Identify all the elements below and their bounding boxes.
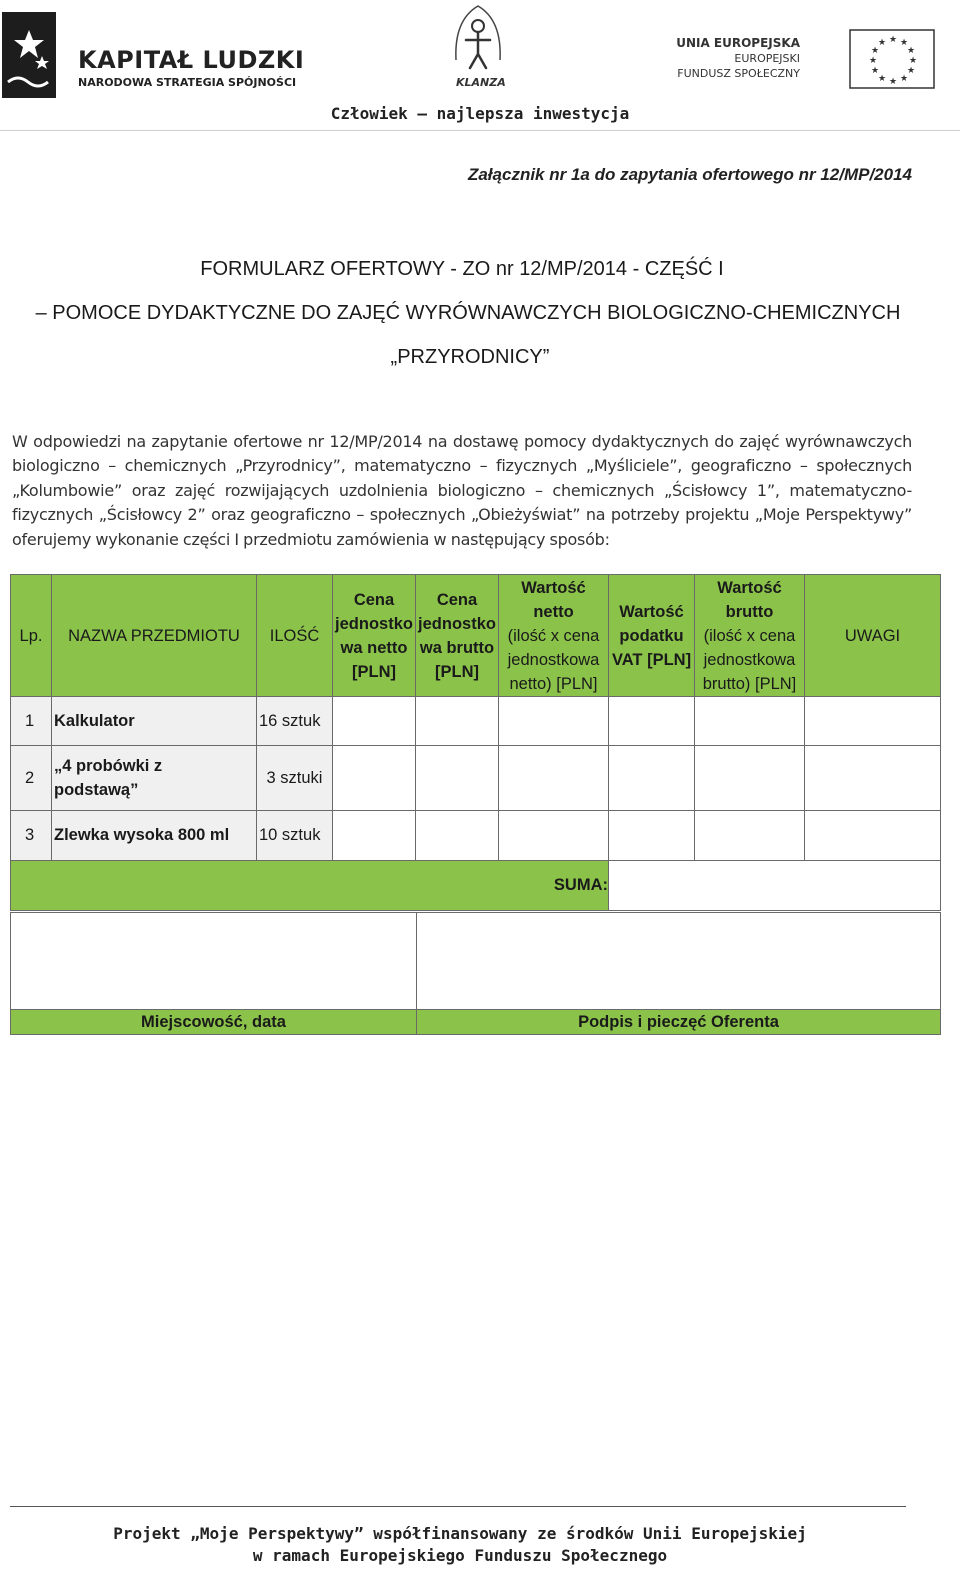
table-row bbox=[11, 746, 941, 811]
eu-logo-line2: EUROPEJSKI bbox=[734, 52, 800, 65]
svg-text:★: ★ bbox=[871, 46, 880, 56]
svg-text:★: ★ bbox=[907, 46, 916, 56]
header-qty: ILOŚĆ bbox=[257, 575, 333, 697]
row-lp: 1 bbox=[11, 697, 52, 746]
header-value-gross: Wartość brutto (ilość x cena jednostkowa brutto) [PLN] bbox=[695, 575, 805, 697]
klanza-logo bbox=[448, 0, 508, 94]
row-price-net-cell[interactable] bbox=[333, 811, 416, 861]
row-price-gross-cell[interactable] bbox=[416, 746, 499, 811]
slogan: Człowiek – najlepsza inwestycja bbox=[330, 104, 630, 123]
row-name: „4 probówki z podstawą” bbox=[52, 746, 257, 811]
row-price-gross-cell[interactable] bbox=[416, 811, 499, 861]
table-row bbox=[11, 697, 941, 746]
row-qty: 16 sztuk bbox=[257, 697, 333, 746]
kapital-ludzki-title: KAPITAŁ LUDZKI bbox=[78, 46, 305, 74]
row-vat-cell[interactable] bbox=[609, 746, 695, 811]
header-notes: UWAGI bbox=[805, 575, 941, 697]
row-value-gross-cell[interactable] bbox=[695, 697, 805, 746]
table-header-row bbox=[11, 575, 941, 697]
svg-text:★: ★ bbox=[871, 66, 880, 76]
header-value-net: Wartość netto (ilość x cena jednostkowa netto) [PLN] bbox=[499, 575, 609, 697]
row-value-net-cell[interactable] bbox=[499, 697, 609, 746]
row-price-net-cell[interactable] bbox=[333, 697, 416, 746]
kapital-ludzki-subtitle: NARODOWA STRATEGIA SPÓJNOŚCI bbox=[78, 76, 297, 89]
row-value-net-cell[interactable] bbox=[499, 746, 609, 811]
svg-text:★: ★ bbox=[869, 56, 878, 66]
eu-flag-icon bbox=[830, 28, 950, 92]
klanza-figure-icon bbox=[448, 0, 508, 80]
kapital-ludzki-mark-icon bbox=[2, 12, 56, 98]
form-title-line2: – POMOCE DYDAKTYCZNE DO ZAJĘĆ WYRÓWNAWCZYCH BIOLOGICZNO-CHEMICZNYCH bbox=[35, 302, 901, 324]
header-price-gross: Cena jednostko wa brutto [PLN] bbox=[416, 575, 499, 697]
form-title-line1: FORMULARZ OFERTOWY - ZO nr 12/MP/2014 - CZĘŚĆ I bbox=[200, 258, 724, 280]
row-price-net-cell[interactable] bbox=[333, 746, 416, 811]
eu-logo bbox=[676, 28, 950, 98]
row-notes-cell[interactable] bbox=[805, 697, 941, 746]
svg-text:★: ★ bbox=[878, 74, 887, 84]
svg-text:★: ★ bbox=[878, 38, 887, 48]
row-vat-cell[interactable] bbox=[609, 811, 695, 861]
header-price-net: Cena jednostko wa netto [PLN] bbox=[333, 575, 416, 697]
klanza-caption: KLANZA bbox=[456, 76, 506, 89]
eu-logo-line3: FUNDUSZ SPOŁECZNY bbox=[677, 67, 800, 80]
signature-input-row bbox=[11, 913, 941, 1010]
svg-text:★: ★ bbox=[907, 66, 916, 76]
place-date-cell[interactable] bbox=[11, 913, 417, 1010]
row-qty: 10 sztuk bbox=[257, 811, 333, 861]
eu-logo-line1: UNIA EUROPEJSKA bbox=[676, 36, 800, 50]
row-lp: 3 bbox=[11, 811, 52, 861]
signature-label: Podpis i pieczęć Oferenta bbox=[417, 1010, 941, 1035]
footer-line2: w ramach Europejskiego Funduszu Społecznego bbox=[252, 1546, 668, 1565]
row-price-gross-cell[interactable] bbox=[416, 697, 499, 746]
row-notes-cell[interactable] bbox=[805, 811, 941, 861]
header-vat: Wartość podatku VAT [PLN] bbox=[609, 575, 695, 697]
sum-row bbox=[11, 861, 941, 911]
row-vat-cell[interactable] bbox=[609, 697, 695, 746]
svg-text:★: ★ bbox=[889, 35, 898, 45]
attachment-label: Załącznik nr 1a do zapytania ofertowego nr 12/MP/2014 bbox=[467, 165, 912, 184]
row-qty: 3 sztuki bbox=[257, 746, 333, 811]
signature-label-row bbox=[11, 1010, 941, 1035]
row-value-gross-cell[interactable] bbox=[695, 746, 805, 811]
svg-text:★: ★ bbox=[889, 77, 898, 87]
footer-divider bbox=[10, 1506, 906, 1507]
svg-text:★: ★ bbox=[909, 56, 918, 66]
svg-text:★: ★ bbox=[900, 38, 909, 48]
place-date-label: Miejscowość, data bbox=[11, 1010, 417, 1035]
table-row bbox=[11, 811, 941, 861]
header-name: NAZWA PRZEDMIOTU bbox=[52, 575, 257, 697]
form-title-line3: „PRZYRODNICY” bbox=[390, 346, 550, 368]
header-lp: Lp. bbox=[11, 575, 52, 697]
header-divider bbox=[0, 130, 960, 131]
row-value-gross-cell[interactable] bbox=[695, 811, 805, 861]
signature-table bbox=[10, 912, 941, 1035]
signature-cell[interactable] bbox=[417, 913, 941, 1010]
kapital-ludzki-logo bbox=[2, 12, 305, 102]
row-lp: 2 bbox=[11, 746, 52, 811]
sum-label: SUMA: bbox=[11, 861, 609, 911]
svg-text:★: ★ bbox=[900, 74, 909, 84]
offer-table bbox=[10, 574, 941, 911]
row-value-net-cell[interactable] bbox=[499, 811, 609, 861]
sum-value-cell[interactable] bbox=[609, 861, 941, 911]
row-notes-cell[interactable] bbox=[805, 746, 941, 811]
footer-line1: Projekt „Moje Perspektywy” współfinansowany ze środków Unii Europejskiej bbox=[113, 1524, 807, 1543]
row-name: Zlewka wysoka 800 ml bbox=[52, 811, 257, 861]
intro-paragraph: W odpowiedzi na zapytanie ofertowe nr 12/MP/2014 na dostawę pomocy dydaktycznych do zajęć wyrównawczych biologiczno – chemicznych „Przyrodnicy”, matematyczno – fizycznych „Myśliciele”, geograficzno – społecznych „Kolumbowie” oraz zajęć rozwijających uzdolnienia biologiczno – chemicznych „Ścisłowcy 1”, matematyczno-fizycznych „Ścisłowcy 2” oraz geograficzno – społecznych „Obieżyświat” na potrzeby projektu „Moje Perspektywy” oferujemy wykonanie części I przedmiotu zamówienia w następujący sposób: bbox=[12, 432, 912, 549]
row-name: Kalkulator bbox=[52, 697, 257, 746]
